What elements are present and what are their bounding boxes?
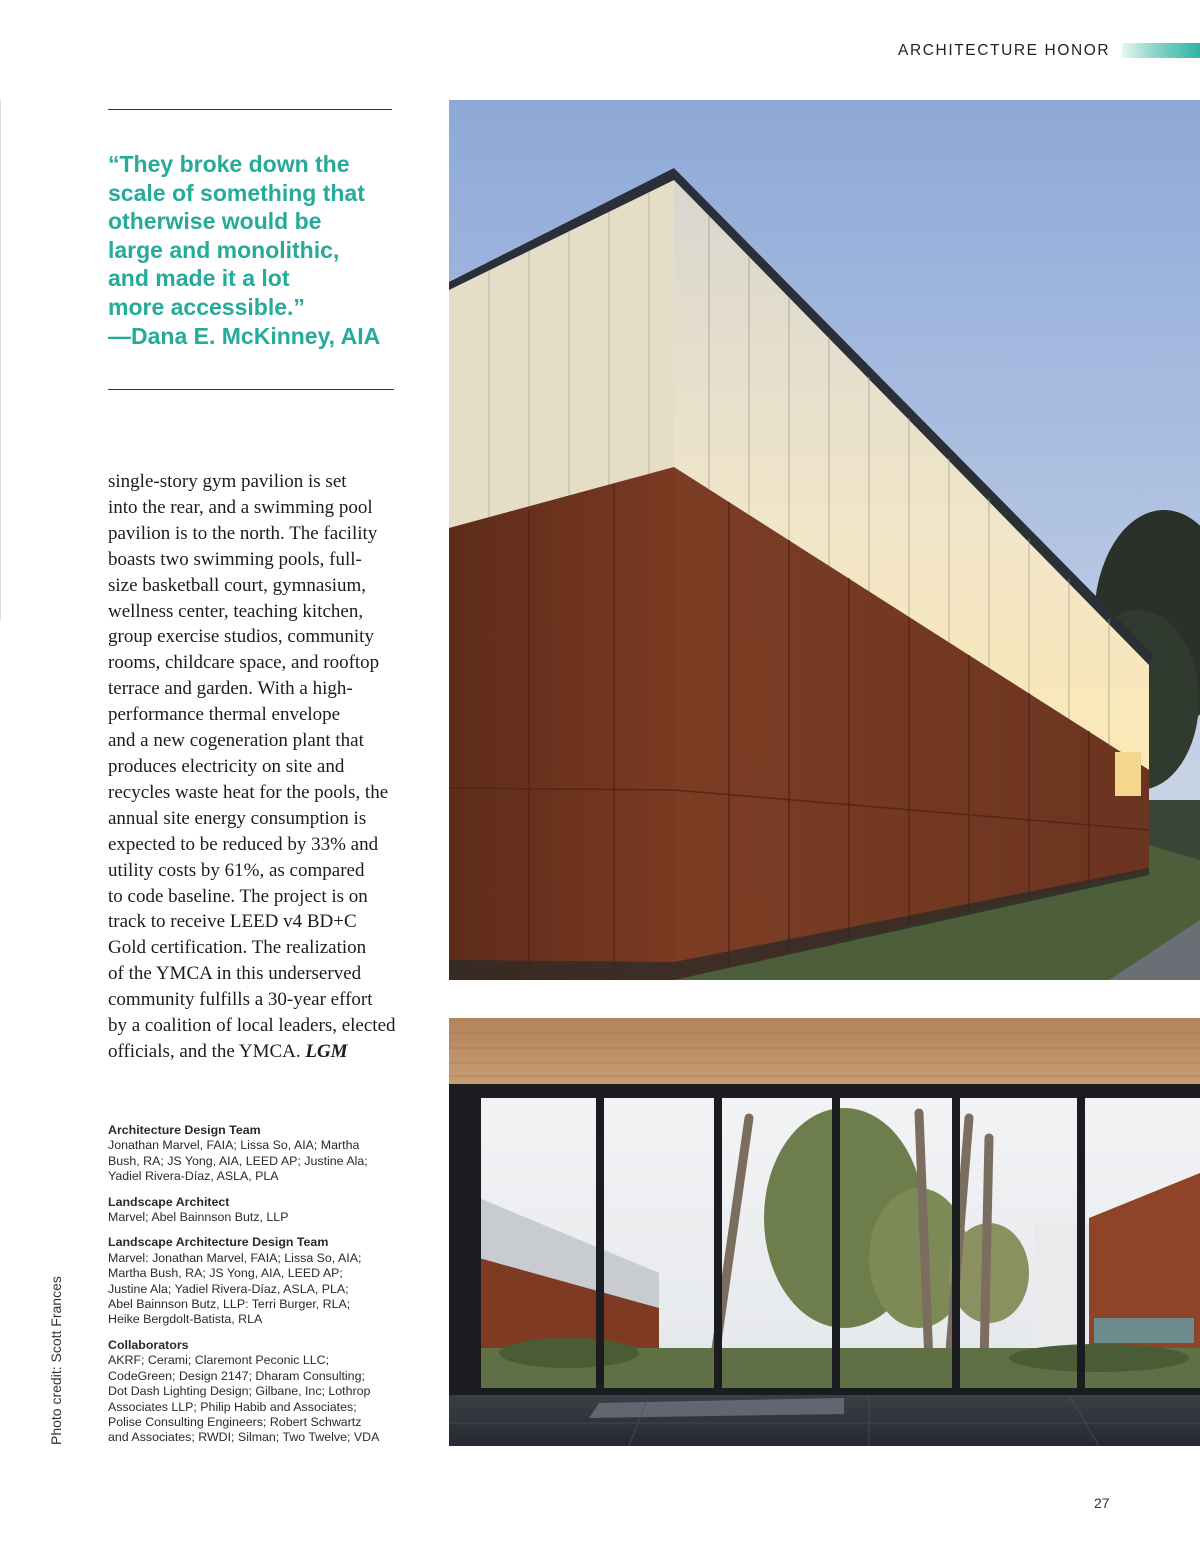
- interior-photo-illustration: [449, 1018, 1200, 1446]
- section-header: ARCHITECTURE HONOR: [898, 42, 1111, 59]
- article-body: [108, 469, 428, 1065]
- body-line: Gold certification. The realization: [108, 937, 367, 959]
- credit-line: Bush, RA; JS Yong, AIA, LEED AP; Justine Ala;: [108, 1153, 368, 1168]
- quote-bottom-rule: [108, 389, 394, 390]
- credit-collaborators: [108, 1338, 428, 1446]
- credit-line: and Associates; RWDI; Silman; Two Twelve; VDA: [108, 1430, 380, 1445]
- body-line: rooms, childcare space, and rooftop: [108, 652, 380, 674]
- credit-line: Associates LLP; Philip Habib and Associates;: [108, 1399, 357, 1414]
- body-line: to code baseline. The project is on: [108, 885, 368, 907]
- body-last-line: [108, 1039, 428, 1065]
- body-line: by a coalition of local leaders, elected: [108, 1015, 396, 1037]
- credit-line: Polise Consulting Engineers; Robert Schwartz: [108, 1414, 362, 1429]
- credit-line: CodeGreen; Design 2147; Dharam Consulting;: [108, 1368, 365, 1383]
- credit-landscape-team: [108, 1235, 428, 1327]
- project-credits: [108, 1123, 428, 1456]
- credit-heading: Landscape Architect: [108, 1194, 230, 1209]
- body-line: pavilion is to the north. The facility: [108, 522, 378, 544]
- body-line: produces electricity on site and: [108, 755, 345, 777]
- pull-quote-line: more accessible.”: [108, 293, 305, 320]
- body-line: into the rear, and a swimming pool: [108, 496, 373, 518]
- credit-heading: Architecture Design Team: [108, 1123, 261, 1137]
- body-line: officials, and the YMCA.: [108, 1040, 301, 1062]
- credit-line: Heike Bergdolt-Batista, RLA: [108, 1312, 263, 1327]
- body-line: single-story gym pavilion is set: [108, 471, 347, 492]
- page-number: 27: [1094, 1495, 1110, 1511]
- body-line: utility costs by 61%, as compared: [108, 859, 365, 881]
- credit-line: Martha Bush, RA; JS Yong, AIA, LEED AP;: [108, 1266, 343, 1281]
- credit-heading: Collaborators: [108, 1337, 189, 1352]
- body-line: group exercise studios, community: [108, 626, 374, 648]
- body-line: boasts two swimming pools, full-: [108, 548, 362, 570]
- exterior-photo: [449, 100, 1200, 980]
- section-accent-bar: [1122, 43, 1200, 58]
- body-line: terrace and garden. With a high-: [108, 678, 353, 700]
- interior-photo: [449, 1018, 1200, 1446]
- body-line: wellness center, teaching kitchen,: [108, 600, 364, 622]
- author-signature: LGM: [305, 1040, 348, 1062]
- quote-top-rule: [108, 109, 392, 110]
- credit-line: Justine Ala; Yadiel Rivera-Díaz, ASLA, PLA;: [108, 1281, 349, 1296]
- credit-heading: Landscape Architecture Design Team: [108, 1235, 329, 1250]
- credit-line: AKRF; Cerami; Claremont Peconic LLC;: [108, 1353, 330, 1368]
- photo-credit: Photo credit: Scott Frances: [48, 1276, 64, 1445]
- body-line: and a new cogeneration plant that: [108, 730, 364, 752]
- credit-landscape-architect: [108, 1195, 428, 1226]
- body-line: track to receive LEED v4 BD+C: [108, 911, 357, 933]
- body-line: expected to be reduced by 33% and: [108, 833, 379, 855]
- pull-quote-line: scale of something that: [108, 179, 365, 206]
- credit-line: Jonathan Marvel, FAIA; Lissa So, AIA; Martha: [108, 1138, 360, 1153]
- credit-line: Abel Bainnson Butz, LLP: Terri Burger, RLA;: [108, 1297, 351, 1312]
- credit-line: Yadiel Rivera-Díaz, ASLA, PLA: [108, 1169, 279, 1184]
- credit-line: Marvel: Jonathan Marvel, FAIA; Lissa So, AIA;: [108, 1250, 362, 1265]
- exterior-photo-illustration: [449, 100, 1200, 980]
- body-line: community fulfills a 30-year effort: [108, 989, 373, 1011]
- page-edge-line: [0, 100, 1, 620]
- pull-quote-line: large and monolithic,: [108, 236, 340, 263]
- pull-quote-line: otherwise would be: [108, 208, 322, 235]
- credit-architecture-team: [108, 1123, 428, 1185]
- body-line: recycles waste heat for the pools, the: [108, 781, 389, 803]
- credit-line: Dot Dash Lighting Design; Gilbane, Inc; Lothrop: [108, 1384, 371, 1399]
- credit-line: Marvel; Abel Bainnson Butz, LLP: [108, 1210, 289, 1225]
- body-line: of the YMCA in this underserved: [108, 963, 362, 985]
- pull-quote-line: and made it a lot: [108, 265, 290, 292]
- body-line: performance thermal envelope: [108, 704, 341, 726]
- body-line: size basketball court, gymnasium,: [108, 574, 367, 596]
- pull-quote: [108, 150, 428, 350]
- pull-quote-attribution: —Dana E. McKinney, AIA: [108, 322, 381, 349]
- body-line: annual site energy consumption is: [108, 807, 367, 829]
- pull-quote-line: “They broke down the: [108, 151, 350, 177]
